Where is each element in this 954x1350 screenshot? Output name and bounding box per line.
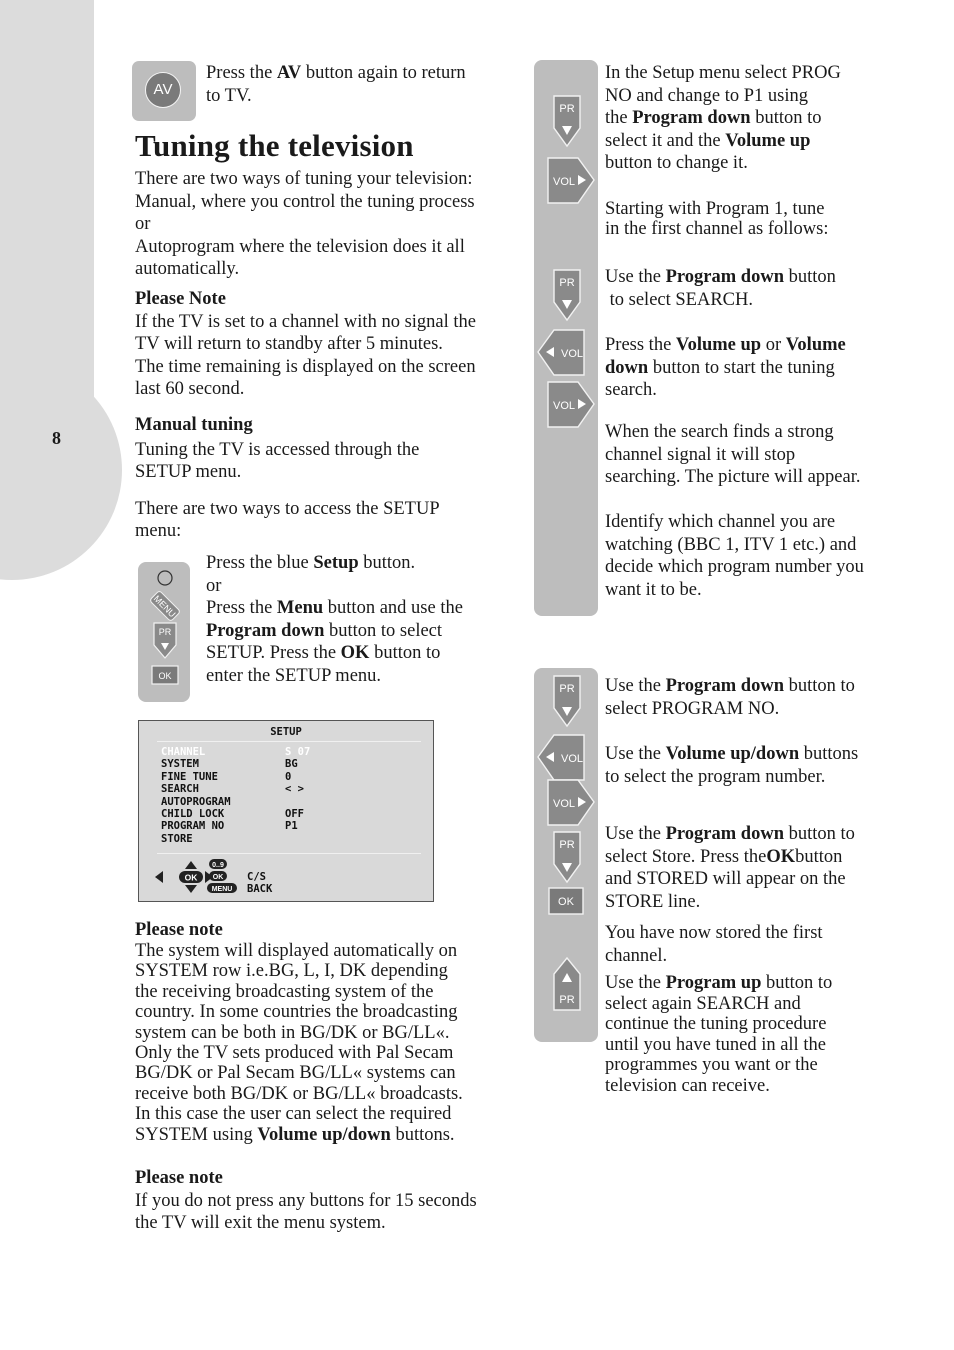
svg-text:PR: PR [158,627,172,637]
setup-remote-icons [138,562,190,702]
svg-text:VOL: VOL [560,348,584,360]
store-remote-strip [534,668,598,1042]
svg-text:PR: PR [559,839,575,851]
please-note-standby: Please Note If the TV is set to a channel with no signal the TV will return to standby after 5 minutes. The time remaining is displayed on the screen last 60 second. [135,289,476,400]
tuning-step-search: Use the Program down button to select SEARCH. [605,267,836,310]
setup-menu-row: FINE TUNE 0 [161,770,292,783]
svg-text:VOL: VOL [552,400,576,412]
pr-down-icon [554,832,580,882]
vol-up-icon [548,780,594,825]
vol-up-icon [548,382,594,427]
store-step-repeat: Use the Program up button to select again SEARCH and continue the tuning procedure until you have tuned in all the programmes you want or the television can receive. [605,973,833,1096]
tuning-step-start: Starting with Program 1, tune in the first channel as follows: [605,199,829,240]
setup-menu-back-label: BACK [247,883,273,895]
ok-button-icon [152,666,178,684]
svg-text:OK: OK [184,872,198,883]
note-heading: Please note [135,1168,223,1188]
svg-text:MENU: MENU [151,593,178,620]
pr-down-icon [154,623,176,658]
manual-tuning-heading: Manual tuning [135,415,253,435]
av-instruction: Press the AV button again to return to TV. [206,63,466,106]
setup-menu-row: SYSTEM BG [161,758,298,771]
note-heading: Please Note [135,289,226,309]
vol-down-icon [538,330,584,375]
store-step-store: Use the Program down button to select Store. Press theOKbutton and STORED will appear on the STORE line. [605,824,855,912]
svg-text:PR: PR [559,683,575,695]
svg-text:OK: OK [158,671,172,681]
setup-menu-divider-bottom [157,853,421,854]
setup-menu-cs-label: C/S [247,871,266,883]
svg-text:OK: OK [558,896,574,908]
svg-text:PR: PR [559,277,575,289]
pr-down-icon [554,270,580,320]
pr-down-icon [554,676,580,726]
setup-menu-title: SETUP [270,726,302,738]
setup-menu-row: STORE [161,832,193,845]
tuning-remote-strip [534,60,598,616]
pr-down-icon [554,96,580,146]
svg-text:0..9: 0..9 [212,862,224,869]
please-note-system: Please note The system will displayed automatically on SYSTEM row i.e.BG, L, I, DK depending the receiving broadcasting system of the country. In some countries the broadcasting system can be both in BG/DK or BG/LL«. Only the TV sets produced with Pal Secam BG/DK or Pal Secam BG/LL« systems can receive both BG/DK or BG/LL« broadcasts. In this case the user can select the required SYSTEM using Volume up/down buttons. [135,920,463,1145]
store-step-program-number: Use the Volume up/down buttons to select the program number. [605,744,859,787]
page-tab [0,0,94,400]
intro-paragraph: There are two ways of tuning your television: Manual, where you control the tuning process or Autoprogram where the television does it all automatically. [135,169,475,280]
svg-text:PR: PR [559,103,575,115]
av-icon: AV [145,72,181,108]
tuning-step-volume: Press the Volume up or Volume down button to start the tuning search. [605,335,846,401]
nav-arrows-icon [155,861,213,893]
setup-access-instructions: Press the blue Setup button. or Press the Menu button and use the Program down button to select SETUP. Press the OK button to enter the SETUP menu. [206,553,463,686]
ok-button-icon [549,888,583,914]
svg-text:PR: PR [559,994,575,1006]
store-step-program-no: Use the Program down button to select PROGRAM NO. [605,676,855,719]
tuning-step-program-select: In the Setup menu select PROG NO and change to P1 using the Program down button to select it and the Volume up button to change it. [605,63,841,174]
vol-up-icon [548,158,594,203]
page-number: 8 [52,428,61,448]
note-heading: Please note [135,920,223,940]
av-button-graphic [132,61,196,121]
store-step-stored: You have now stored the first channel. [605,923,823,966]
setup-menu-row: SEARCH < > [161,783,304,796]
setup-blue-button-icon [158,571,172,585]
setup-remote-strip [138,562,190,702]
setup-menu-row: AUTOPROGRAM [161,795,231,808]
svg-text:VOL: VOL [552,798,576,810]
digit-ok-menu-icons [207,859,237,893]
store-remote-icons [534,668,598,1042]
page-number-circle [0,360,122,580]
tuning-remote-icons [534,60,598,616]
menu-button-icon [149,590,180,621]
setup-menu-divider-top [157,741,421,742]
setup-menu-row: CHANNEL S 07 [161,746,311,758]
please-note-timeout: Please note If you do not press any buttons for 15 seconds the TV will exit the menu system. [135,1168,477,1234]
vol-down-icon [538,735,584,780]
svg-text:OK: OK [212,874,224,881]
svg-text:VOL: VOL [560,753,584,765]
pr-up-icon [554,958,580,1010]
setup-menu-screen [138,720,434,902]
svg-text:VOL: VOL [552,176,576,188]
manual-tuning-section: Manual tuning Tuning the TV is accessed through the SETUP menu. There are two ways to access the SETUP menu: [135,415,440,542]
svg-text:MENU: MENU [211,886,233,893]
setup-menu-row: CHILD LOCK OFF [161,808,304,820]
setup-menu-row: PROGRAM NO P1 [161,820,298,833]
page-title: Tuning the television [135,128,414,163]
tuning-step-identify: Identify which channel you are watching (BBC 1, ITV 1 etc.) and decide which program number you want it to be. [605,512,864,600]
tuning-step-signal: When the search finds a strong channel signal it will stop searching. The picture will appear. [605,422,861,488]
